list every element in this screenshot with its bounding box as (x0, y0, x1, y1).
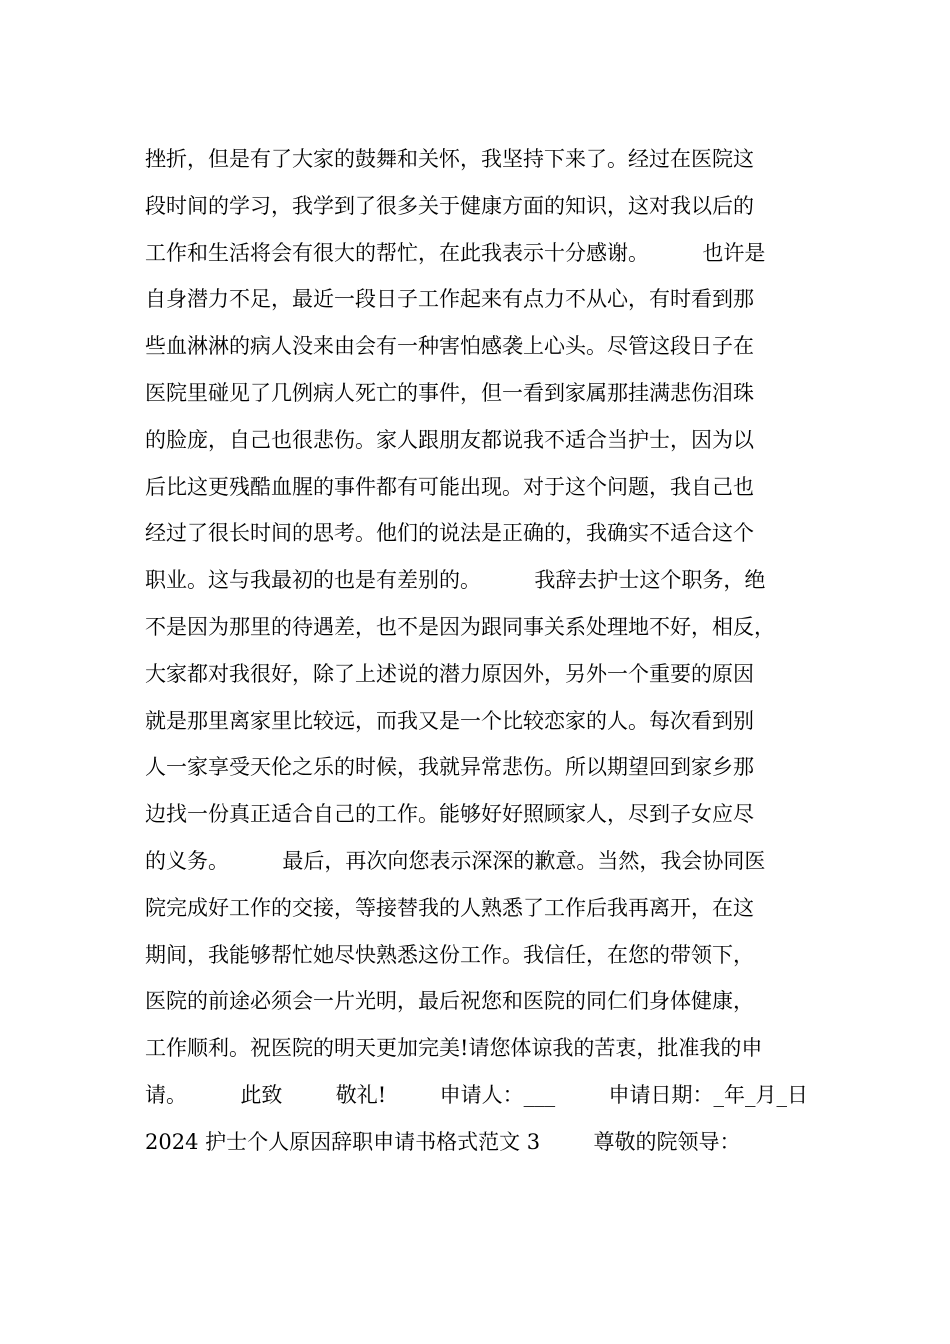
text-line: 的义务。 最后，再次向您表示深深的歉意。当然，我会协同医 (145, 848, 766, 873)
text-line: 后比这更残酷血腥的事件都有可能出现。对于这个问题，我自己也 (145, 474, 754, 499)
text-line: 请。 此致 敬礼! 申请人：___ 申请日期：_年_月_日 (145, 1082, 809, 1107)
text-line: 就是那里离家里比较远，而我又是一个比较恋家的人。每次看到别 (145, 708, 754, 733)
text-line: 挫折，但是有了大家的鼓舞和关怀，我坚持下来了。经过在医院这 (145, 147, 754, 171)
text-line: 人一家享受天伦之乐的时候，我就异常悲伤。所以期望回到家乡那 (145, 755, 754, 780)
text-line: 经过了很长时间的思考。他们的说法是正确的，我确实不适合这个 (145, 521, 754, 546)
text-line: 段时间的学习，我学到了很多关于健康方面的知识，这对我以后的 (145, 193, 754, 218)
text-line: 职业。这与我最初的也是有差别的。 我辞去护士这个职务，绝 (145, 568, 766, 593)
body-text (145, 136, 825, 1166)
text-line: 边找一份真正适合自己的工作。能够好好照顾家人，尽到子女应尽 (145, 802, 754, 827)
text-line: 2024 护士个人原因辞职申请书格式范文 3 尊敬的院领导： (145, 1129, 741, 1154)
text-line: 大家都对我很好，除了上述说的潜力原因外，另外一个重要的原因 (145, 661, 754, 686)
text-line: 的脸庞，自己也很悲伤。家人跟朋友都说我不适合当护士，因为以 (145, 427, 754, 452)
text-line: 自身潜力不足，最近一段日子工作起来有点力不从心，有时看到那 (145, 287, 754, 312)
text-line: 工作和生活将会有很大的帮忙，在此我表示十分感谢。 也许是 (145, 240, 766, 265)
text-line: 期间，我能够帮忙她尽快熟悉这份工作。我信任，在您的带领下， (145, 942, 754, 967)
text-line: 医院的前途必须会一片光明，最后祝您和医院的同仁们身体健康， (145, 989, 754, 1014)
text-line: 医院里碰见了几例病人死亡的事件，但一看到家属那挂满悲伤泪珠 (145, 380, 754, 405)
text-line: 些血淋淋的病人没来由会有一种害怕感袭上心头。尽管这段日子在 (145, 334, 754, 359)
text-line: 不是因为那里的待遇差，也不是因为跟同事关系处理地不好，相反， (145, 614, 775, 639)
text-line: 院完成好工作的交接，等接替我的人熟悉了工作后我再离开，在这 (145, 895, 754, 920)
text-line: 工作顺利。祝医院的明天更加完美!请您体谅我的苦衷，批准我的申 (145, 1036, 763, 1061)
